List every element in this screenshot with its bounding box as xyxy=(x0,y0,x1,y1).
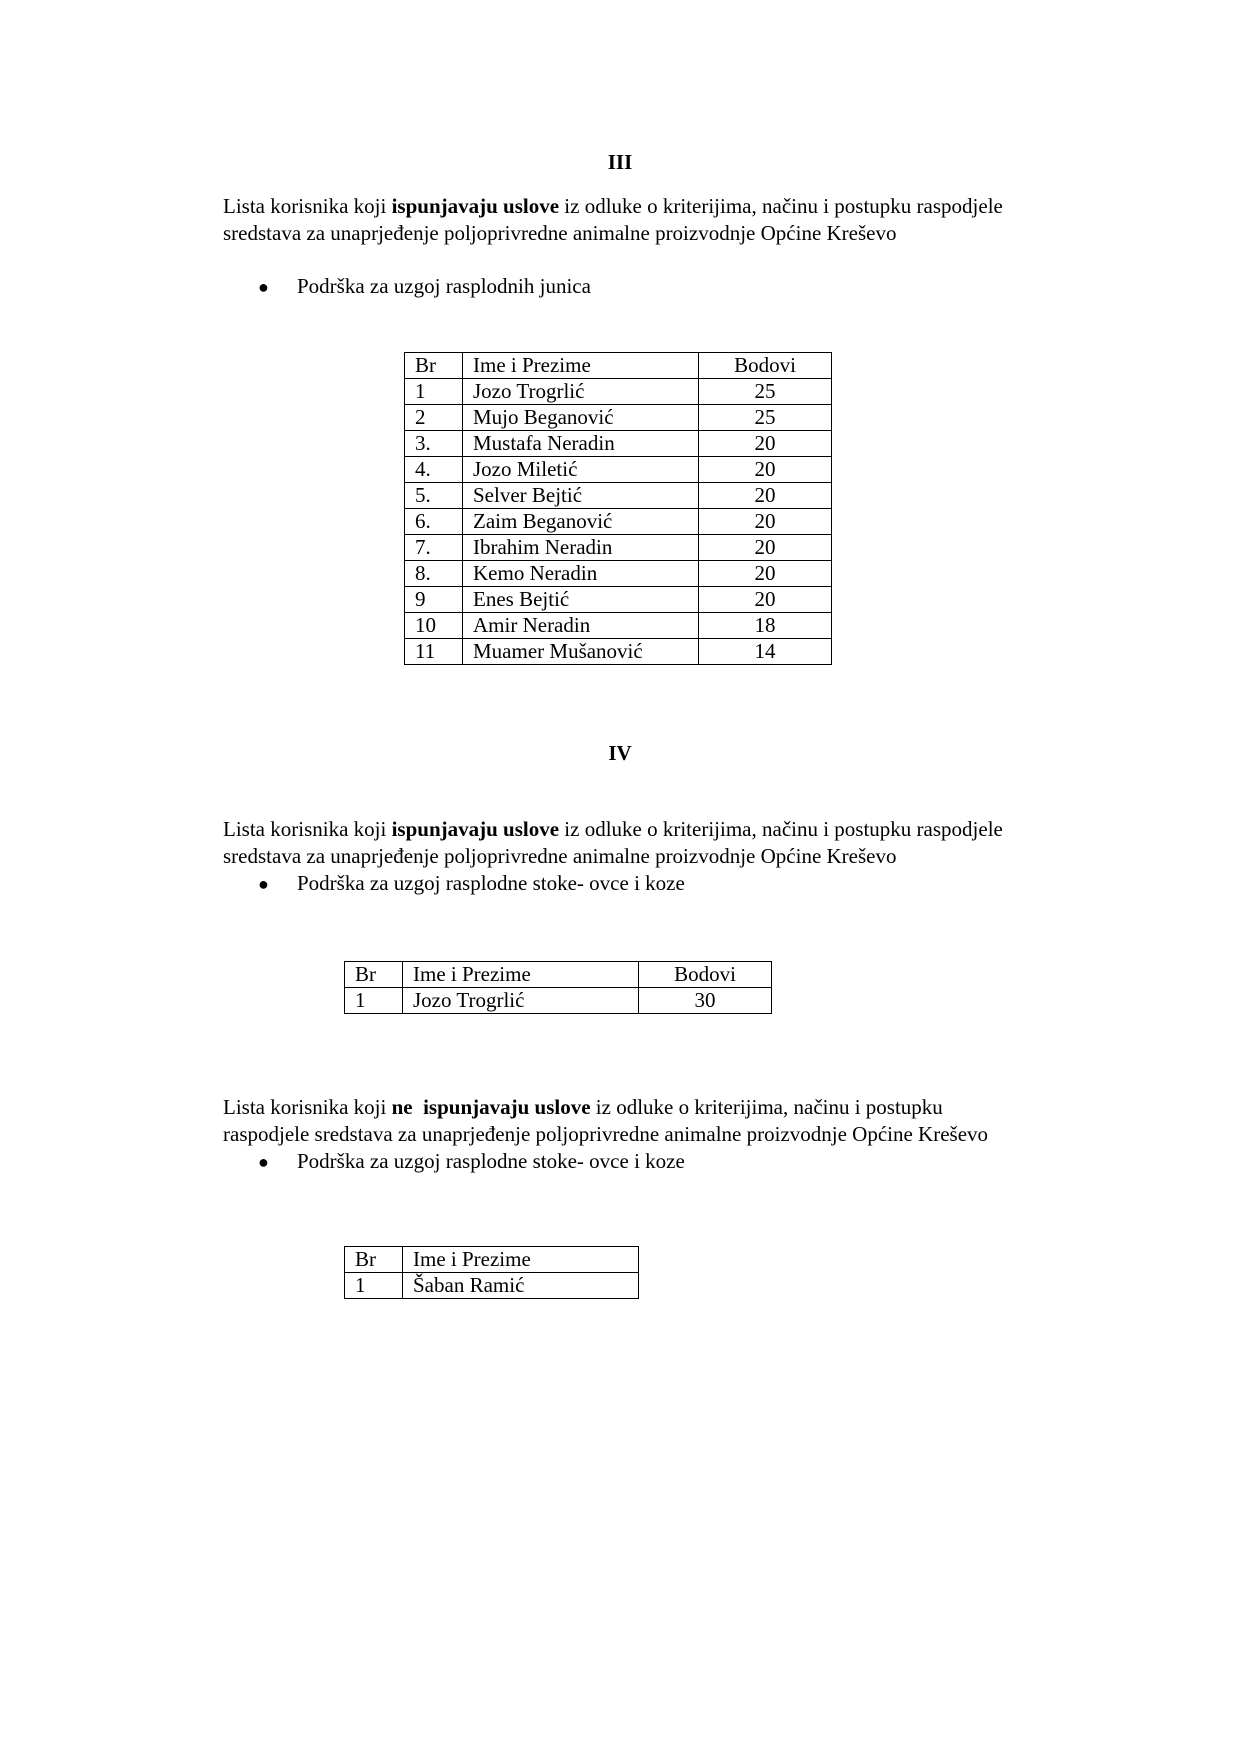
intro-text: Lista korisnika koji xyxy=(223,1095,392,1119)
row-name: Muamer Mušanović xyxy=(463,639,699,665)
row-name: Jozo Trogrlić xyxy=(403,988,639,1014)
section-iv-intro-line1 xyxy=(223,816,1103,843)
row-points: 18 xyxy=(699,613,832,639)
bullet-icon: ● xyxy=(258,874,269,894)
row-points: 20 xyxy=(699,457,832,483)
table-header-row xyxy=(345,962,772,988)
table-row xyxy=(405,509,832,535)
row-points: 30 xyxy=(639,988,772,1014)
row-points: 20 xyxy=(699,535,832,561)
table-header-cell: Ime i Prezime xyxy=(403,962,639,988)
row-points: 20 xyxy=(699,509,832,535)
intro-bold-text: ne ispunjavaju uslove xyxy=(391,1095,591,1119)
intro-text: Lista korisnika koji xyxy=(223,194,392,218)
table-row xyxy=(405,639,832,665)
table-header-cell: Br xyxy=(405,353,463,379)
row-number: 4. xyxy=(405,457,463,483)
section-heading-iii: III xyxy=(607,150,633,174)
row-points: 25 xyxy=(699,405,832,431)
intro-text: Lista korisnika koji xyxy=(223,817,392,841)
section-iv-not-bullet-item xyxy=(258,1148,685,1176)
table-header-row xyxy=(405,353,832,379)
intro-bold-text: ispunjavaju uslove xyxy=(391,194,560,218)
section-iv-not-table xyxy=(344,1246,639,1299)
section-iv-table xyxy=(344,961,772,1014)
table-row xyxy=(345,988,772,1014)
table-row xyxy=(405,405,832,431)
row-name: Selver Bejtić xyxy=(463,483,699,509)
section-iv-bullet-item xyxy=(258,870,685,898)
table-header-cell: Br xyxy=(345,1247,403,1273)
table-row xyxy=(405,587,832,613)
table-header-cell: Ime i Prezime xyxy=(463,353,699,379)
row-points: 20 xyxy=(699,431,832,457)
row-number: 7. xyxy=(405,535,463,561)
table-row xyxy=(405,483,832,509)
section-iv-intro xyxy=(223,816,1103,870)
row-name: Mustafa Neradin xyxy=(463,431,699,457)
row-points: 25 xyxy=(699,379,832,405)
bullet-text: Podrška za uzgoj rasplodne stoke- ovce i koze xyxy=(297,1149,685,1173)
row-name: Jozo Trogrlić xyxy=(463,379,699,405)
section-iv-not-intro-line2: raspodjele sredstava za unaprjeđenje poljoprivredne animalne proizvodnje Općine Kreševo xyxy=(223,1122,989,1146)
intro-text: iz odluke o kriterijima, načinu i postupku xyxy=(590,1095,943,1119)
row-name: Ibrahim Neradin xyxy=(463,535,699,561)
bullet-icon: ● xyxy=(258,277,269,297)
row-name: Enes Bejtić xyxy=(463,587,699,613)
bullet-text: Podrška za uzgoj rasplodnih junica xyxy=(297,274,591,298)
row-number: 10 xyxy=(405,613,463,639)
row-points: 20 xyxy=(699,587,832,613)
row-points: 14 xyxy=(699,639,832,665)
section-iii-intro-line2: sredstava za unaprjeđenje poljoprivredne animalne proizvodnje Općine Kreševo xyxy=(223,221,897,245)
table-header-cell: Ime i Prezime xyxy=(403,1247,639,1273)
row-points: 20 xyxy=(699,561,832,587)
section-heading-iv: IV xyxy=(608,741,632,765)
table-row xyxy=(345,1273,639,1299)
row-number: 6. xyxy=(405,509,463,535)
row-number: 11 xyxy=(405,639,463,665)
row-number: 2 xyxy=(405,405,463,431)
table-row xyxy=(405,379,832,405)
row-name: Zaim Beganović xyxy=(463,509,699,535)
section-iii-table xyxy=(404,352,832,665)
table-header-cell: Bodovi xyxy=(639,962,772,988)
section-iv-intro-line2: sredstava za unaprjeđenje poljoprivredne animalne proizvodnje Općine Kreševo xyxy=(223,844,897,868)
row-number: 9 xyxy=(405,587,463,613)
bullet-icon: ● xyxy=(258,1152,269,1172)
row-name: Amir Neradin xyxy=(463,613,699,639)
row-number: 3. xyxy=(405,431,463,457)
section-iii-intro-line1 xyxy=(223,193,1103,220)
row-number: 8. xyxy=(405,561,463,587)
row-number: 5. xyxy=(405,483,463,509)
intro-bold-text: ispunjavaju uslove xyxy=(391,817,560,841)
table-row xyxy=(405,561,832,587)
table-header-cell: Br xyxy=(345,962,403,988)
table-header-row xyxy=(345,1247,639,1273)
intro-text: iz odluke o kriterijima, načinu i postupku raspodjele xyxy=(559,817,1003,841)
table-header-cell: Bodovi xyxy=(699,353,832,379)
table-row xyxy=(405,535,832,561)
row-number: 1 xyxy=(345,1273,403,1299)
table-row xyxy=(405,431,832,457)
section-iv-not-intro-line1 xyxy=(223,1094,1103,1121)
intro-text: iz odluke o kriterijima, načinu i postupku raspodjele xyxy=(559,194,1003,218)
table-row xyxy=(405,613,832,639)
bullet-text: Podrška za uzgoj rasplodne stoke- ovce i koze xyxy=(297,871,685,895)
row-name: Kemo Neradin xyxy=(463,561,699,587)
table-row xyxy=(405,457,832,483)
section-iii-intro xyxy=(223,193,1103,247)
section-iv-not-intro xyxy=(223,1094,1103,1148)
row-name: Jozo Miletić xyxy=(463,457,699,483)
row-points: 20 xyxy=(699,483,832,509)
row-number: 1 xyxy=(345,988,403,1014)
row-name: Mujo Beganović xyxy=(463,405,699,431)
section-iii-bullet-item xyxy=(258,273,591,301)
row-number: 1 xyxy=(405,379,463,405)
row-name: Šaban Ramić xyxy=(403,1273,639,1299)
